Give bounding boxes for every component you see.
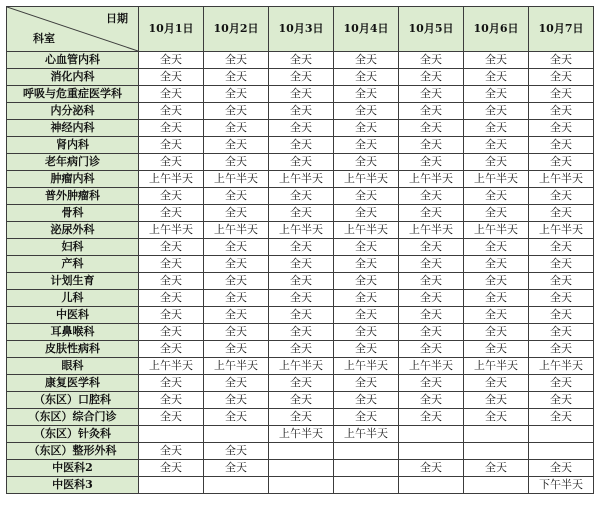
schedule-cell: 上午半天 xyxy=(204,222,269,239)
table-row xyxy=(7,239,594,256)
date-header: 10月3日 xyxy=(269,7,334,52)
schedule-cell: 全天 xyxy=(399,239,464,256)
schedule-cell: 全天 xyxy=(399,273,464,290)
schedule-cell: 全天 xyxy=(139,307,204,324)
schedule-cell: 全天 xyxy=(399,460,464,477)
schedule-cell xyxy=(334,443,399,460)
schedule-cell: 全天 xyxy=(204,375,269,392)
schedule-cell: 全天 xyxy=(204,188,269,205)
schedule-cell: 上午半天 xyxy=(269,222,334,239)
department-name-cell: 神经内科 xyxy=(7,120,139,137)
department-name-cell: 老年病门诊 xyxy=(7,154,139,171)
schedule-cell: 上午半天 xyxy=(399,222,464,239)
schedule-cell: 全天 xyxy=(464,120,529,137)
department-name-cell: 皮肤性病科 xyxy=(7,341,139,358)
schedule-cell: 全天 xyxy=(529,188,594,205)
schedule-cell: 全天 xyxy=(139,392,204,409)
schedule-cell: 全天 xyxy=(334,86,399,103)
schedule-cell: 全天 xyxy=(334,324,399,341)
schedule-cell xyxy=(464,426,529,443)
schedule-cell: 全天 xyxy=(334,392,399,409)
schedule-cell: 全天 xyxy=(334,239,399,256)
department-name-cell: 心血管内科 xyxy=(7,52,139,69)
schedule-cell xyxy=(399,426,464,443)
table-row xyxy=(7,375,594,392)
schedule-cell: 全天 xyxy=(464,205,529,222)
schedule-cell: 全天 xyxy=(529,52,594,69)
schedule-cell xyxy=(269,477,334,494)
schedule-cell: 全天 xyxy=(139,375,204,392)
schedule-cell: 全天 xyxy=(269,188,334,205)
schedule-cell: 全天 xyxy=(139,103,204,120)
department-axis-label: 科室 xyxy=(33,32,55,45)
schedule-cell: 全天 xyxy=(204,205,269,222)
date-header: 10月7日 xyxy=(529,7,594,52)
department-name-cell: 骨科 xyxy=(7,205,139,222)
schedule-cell: 全天 xyxy=(139,409,204,426)
department-name-cell: 康复医学科 xyxy=(7,375,139,392)
schedule-cell: 全天 xyxy=(269,341,334,358)
department-schedule-table xyxy=(6,6,594,494)
table-row xyxy=(7,273,594,290)
schedule-cell: 全天 xyxy=(399,120,464,137)
schedule-cell: 全天 xyxy=(334,307,399,324)
table-row xyxy=(7,120,594,137)
schedule-cell: 全天 xyxy=(399,341,464,358)
department-name-cell: （东区）整形外科 xyxy=(7,443,139,460)
schedule-cell: 全天 xyxy=(139,137,204,154)
schedule-cell: 全天 xyxy=(139,341,204,358)
department-name-cell: 肾内科 xyxy=(7,137,139,154)
schedule-cell: 全天 xyxy=(529,290,594,307)
schedule-cell: 全天 xyxy=(464,103,529,120)
schedule-cell: 全天 xyxy=(139,188,204,205)
schedule-cell: 全天 xyxy=(334,137,399,154)
schedule-cell: 全天 xyxy=(139,86,204,103)
header-row xyxy=(7,7,594,52)
schedule-cell: 全天 xyxy=(464,52,529,69)
schedule-cell xyxy=(399,443,464,460)
schedule-cell: 全天 xyxy=(139,69,204,86)
schedule-cell: 全天 xyxy=(464,273,529,290)
department-name-cell: 消化内科 xyxy=(7,69,139,86)
schedule-cell: 全天 xyxy=(464,239,529,256)
table-row xyxy=(7,409,594,426)
date-axis-label: 日期 xyxy=(106,12,128,25)
schedule-cell: 全天 xyxy=(139,443,204,460)
table-row xyxy=(7,443,594,460)
schedule-cell: 全天 xyxy=(529,69,594,86)
schedule-cell: 全天 xyxy=(529,239,594,256)
department-name-cell: 妇科 xyxy=(7,239,139,256)
schedule-cell xyxy=(464,443,529,460)
table-row xyxy=(7,86,594,103)
schedule-cell: 全天 xyxy=(464,290,529,307)
schedule-cell: 全天 xyxy=(334,69,399,86)
schedule-cell: 全天 xyxy=(464,256,529,273)
schedule-cell: 全天 xyxy=(399,103,464,120)
schedule-cell: 全天 xyxy=(399,205,464,222)
schedule-cell: 全天 xyxy=(204,52,269,69)
schedule-cell: 全天 xyxy=(269,375,334,392)
schedule-cell: 上午半天 xyxy=(269,171,334,188)
schedule-cell: 上午半天 xyxy=(139,358,204,375)
schedule-cell: 全天 xyxy=(464,137,529,154)
schedule-cell: 上午半天 xyxy=(269,358,334,375)
schedule-cell: 全天 xyxy=(269,392,334,409)
table-row xyxy=(7,460,594,477)
schedule-cell: 全天 xyxy=(464,460,529,477)
table-row xyxy=(7,307,594,324)
schedule-cell: 全天 xyxy=(464,307,529,324)
schedule-cell: 全天 xyxy=(269,290,334,307)
schedule-cell: 全天 xyxy=(204,460,269,477)
schedule-cell: 全天 xyxy=(204,324,269,341)
schedule-cell: 全天 xyxy=(334,290,399,307)
schedule-cell: 全天 xyxy=(464,324,529,341)
schedule-cell xyxy=(399,477,464,494)
schedule-cell: 全天 xyxy=(529,120,594,137)
schedule-cell: 上午半天 xyxy=(399,358,464,375)
schedule-cell: 全天 xyxy=(334,409,399,426)
schedule-cell: 全天 xyxy=(529,341,594,358)
schedule-cell: 上午半天 xyxy=(399,171,464,188)
schedule-cell: 全天 xyxy=(269,324,334,341)
table-row xyxy=(7,69,594,86)
schedule-cell: 全天 xyxy=(464,188,529,205)
schedule-cell: 全天 xyxy=(529,460,594,477)
schedule-cell: 全天 xyxy=(269,52,334,69)
corner-header-cell xyxy=(7,7,139,52)
department-name-cell: 泌尿外科 xyxy=(7,222,139,239)
schedule-cell xyxy=(139,477,204,494)
schedule-cell: 全天 xyxy=(464,375,529,392)
schedule-cell: 全天 xyxy=(204,443,269,460)
schedule-cell: 上午半天 xyxy=(139,171,204,188)
department-name-cell: 肿瘤内科 xyxy=(7,171,139,188)
schedule-cell: 全天 xyxy=(269,120,334,137)
schedule-cell: 全天 xyxy=(334,120,399,137)
department-name-cell: 普外肿瘤科 xyxy=(7,188,139,205)
schedule-cell: 上午半天 xyxy=(334,222,399,239)
schedule-cell: 全天 xyxy=(139,52,204,69)
schedule-cell xyxy=(204,477,269,494)
schedule-cell: 全天 xyxy=(269,239,334,256)
department-name-cell: 眼科 xyxy=(7,358,139,375)
schedule-cell: 全天 xyxy=(139,460,204,477)
schedule-cell: 全天 xyxy=(269,205,334,222)
schedule-cell: 全天 xyxy=(529,103,594,120)
schedule-cell: 上午半天 xyxy=(269,426,334,443)
date-header: 10月2日 xyxy=(204,7,269,52)
department-name-cell: 中医科3 xyxy=(7,477,139,494)
schedule-cell: 全天 xyxy=(399,188,464,205)
schedule-cell: 全天 xyxy=(269,86,334,103)
schedule-cell: 全天 xyxy=(529,256,594,273)
schedule-cell: 上午半天 xyxy=(334,358,399,375)
schedule-cell: 全天 xyxy=(334,205,399,222)
schedule-cell: 全天 xyxy=(204,341,269,358)
date-header: 10月6日 xyxy=(464,7,529,52)
schedule-cell: 全天 xyxy=(204,103,269,120)
schedule-cell: 全天 xyxy=(529,409,594,426)
schedule-cell: 上午半天 xyxy=(464,358,529,375)
schedule-cell: 全天 xyxy=(139,205,204,222)
department-name-cell: 呼吸与危重症医学科 xyxy=(7,86,139,103)
schedule-cell: 全天 xyxy=(139,290,204,307)
schedule-cell: 全天 xyxy=(204,154,269,171)
schedule-cell: 全天 xyxy=(204,120,269,137)
schedule-cell: 全天 xyxy=(464,409,529,426)
schedule-cell: 全天 xyxy=(529,137,594,154)
table-row xyxy=(7,426,594,443)
schedule-cell: 全天 xyxy=(269,69,334,86)
department-name-cell: （东区）综合门诊 xyxy=(7,409,139,426)
schedule-cell: 全天 xyxy=(529,324,594,341)
schedule-cell: 全天 xyxy=(529,154,594,171)
schedule-cell: 上午半天 xyxy=(464,222,529,239)
department-name-cell: 耳鼻喉科 xyxy=(7,324,139,341)
schedule-cell: 全天 xyxy=(464,86,529,103)
schedule-cell: 全天 xyxy=(204,307,269,324)
schedule-cell: 全天 xyxy=(464,341,529,358)
table-row xyxy=(7,188,594,205)
schedule-cell: 全天 xyxy=(269,409,334,426)
schedule-cell: 上午半天 xyxy=(204,171,269,188)
schedule-cell xyxy=(269,443,334,460)
schedule-cell: 全天 xyxy=(139,154,204,171)
schedule-cell: 全天 xyxy=(269,137,334,154)
schedule-body xyxy=(7,52,594,494)
table-row xyxy=(7,137,594,154)
schedule-cell: 全天 xyxy=(399,375,464,392)
schedule-cell: 全天 xyxy=(269,103,334,120)
schedule-cell: 全天 xyxy=(399,69,464,86)
table-row xyxy=(7,103,594,120)
table-row xyxy=(7,290,594,307)
schedule-cell xyxy=(464,477,529,494)
schedule-cell: 全天 xyxy=(399,409,464,426)
schedule-cell: 全天 xyxy=(399,154,464,171)
schedule-cell: 全天 xyxy=(334,52,399,69)
table-row xyxy=(7,256,594,273)
schedule-cell: 全天 xyxy=(399,86,464,103)
schedule-cell: 全天 xyxy=(139,324,204,341)
schedule-cell: 全天 xyxy=(269,154,334,171)
schedule-cell: 全天 xyxy=(334,256,399,273)
department-name-cell: 儿科 xyxy=(7,290,139,307)
date-header: 10月1日 xyxy=(139,7,204,52)
schedule-cell xyxy=(529,426,594,443)
schedule-cell: 全天 xyxy=(139,120,204,137)
schedule-cell: 全天 xyxy=(464,392,529,409)
schedule-cell: 上午半天 xyxy=(529,222,594,239)
table-row xyxy=(7,341,594,358)
schedule-cell: 全天 xyxy=(204,239,269,256)
schedule-cell: 全天 xyxy=(464,69,529,86)
table-row xyxy=(7,324,594,341)
schedule-cell: 全天 xyxy=(204,392,269,409)
schedule-cell: 上午半天 xyxy=(204,358,269,375)
schedule-cell: 全天 xyxy=(269,307,334,324)
schedule-cell: 全天 xyxy=(334,154,399,171)
schedule-cell: 全天 xyxy=(334,103,399,120)
department-name-cell: （东区）口腔科 xyxy=(7,392,139,409)
table-row xyxy=(7,222,594,239)
schedule-cell xyxy=(139,426,204,443)
department-name-cell: 中医科2 xyxy=(7,460,139,477)
date-header: 10月5日 xyxy=(399,7,464,52)
schedule-cell: 全天 xyxy=(334,273,399,290)
schedule-cell: 上午半天 xyxy=(529,358,594,375)
schedule-cell: 全天 xyxy=(269,273,334,290)
schedule-cell: 全天 xyxy=(529,375,594,392)
schedule-cell: 下午半天 xyxy=(529,477,594,494)
schedule-cell: 全天 xyxy=(399,307,464,324)
department-name-cell: 产科 xyxy=(7,256,139,273)
schedule-cell: 全天 xyxy=(334,188,399,205)
schedule-cell: 全天 xyxy=(529,273,594,290)
schedule-cell: 上午半天 xyxy=(464,171,529,188)
schedule-cell xyxy=(529,443,594,460)
department-name-cell: 内分泌科 xyxy=(7,103,139,120)
department-name-cell: 计划生育 xyxy=(7,273,139,290)
schedule-cell: 全天 xyxy=(529,307,594,324)
schedule-cell: 全天 xyxy=(399,392,464,409)
schedule-cell: 全天 xyxy=(269,256,334,273)
schedule-cell: 全天 xyxy=(204,273,269,290)
schedule-cell: 上午半天 xyxy=(334,426,399,443)
schedule-cell xyxy=(334,477,399,494)
department-name-cell: 中医科 xyxy=(7,307,139,324)
schedule-cell: 全天 xyxy=(529,205,594,222)
schedule-cell: 全天 xyxy=(204,409,269,426)
schedule-cell: 全天 xyxy=(399,137,464,154)
table-row xyxy=(7,392,594,409)
schedule-cell: 全天 xyxy=(399,52,464,69)
schedule-cell xyxy=(334,460,399,477)
schedule-cell: 全天 xyxy=(204,290,269,307)
schedule-cell: 全天 xyxy=(139,239,204,256)
date-header: 10月4日 xyxy=(334,7,399,52)
schedule-cell: 上午半天 xyxy=(139,222,204,239)
schedule-cell: 全天 xyxy=(204,69,269,86)
schedule-cell: 上午半天 xyxy=(529,171,594,188)
schedule-cell: 全天 xyxy=(204,137,269,154)
schedule-cell: 全天 xyxy=(399,256,464,273)
schedule-table-wrapper xyxy=(6,6,594,494)
schedule-cell: 全天 xyxy=(139,256,204,273)
schedule-cell: 全天 xyxy=(399,324,464,341)
table-row xyxy=(7,477,594,494)
table-row xyxy=(7,171,594,188)
schedule-cell: 全天 xyxy=(334,375,399,392)
schedule-cell xyxy=(204,426,269,443)
schedule-cell xyxy=(269,460,334,477)
table-row xyxy=(7,154,594,171)
schedule-cell: 全天 xyxy=(399,290,464,307)
table-row xyxy=(7,358,594,375)
schedule-cell: 全天 xyxy=(204,256,269,273)
department-name-cell: （东区）针灸科 xyxy=(7,426,139,443)
schedule-cell: 全天 xyxy=(139,273,204,290)
schedule-cell: 全天 xyxy=(204,86,269,103)
table-row xyxy=(7,205,594,222)
table-row xyxy=(7,52,594,69)
schedule-cell: 全天 xyxy=(334,341,399,358)
schedule-cell: 全天 xyxy=(529,392,594,409)
schedule-cell: 上午半天 xyxy=(334,171,399,188)
schedule-cell: 全天 xyxy=(529,86,594,103)
schedule-cell: 全天 xyxy=(464,154,529,171)
